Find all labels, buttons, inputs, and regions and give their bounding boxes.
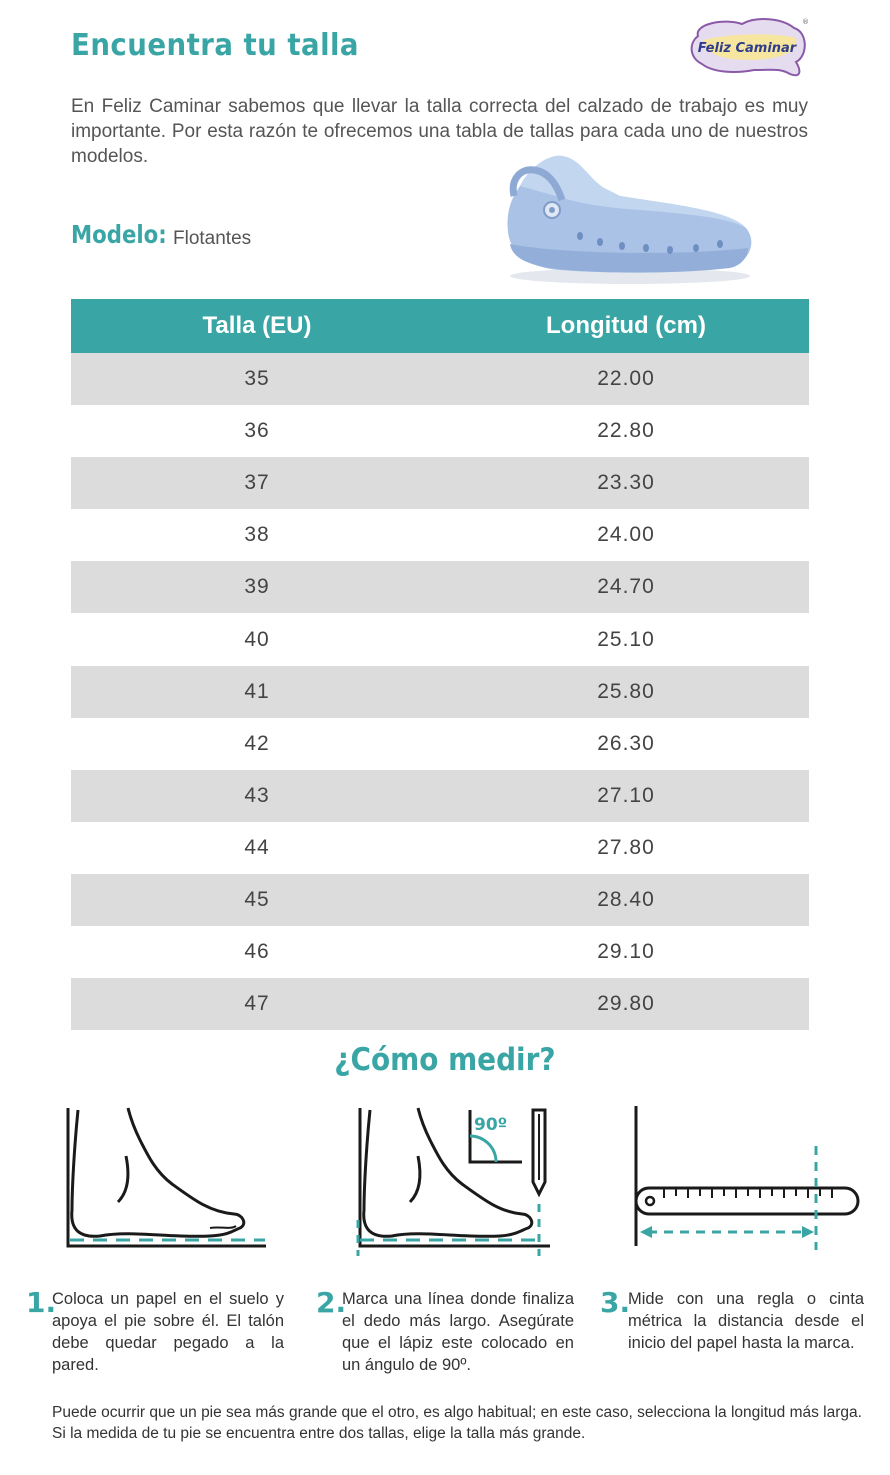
registered-mark: ® <box>802 18 809 26</box>
size-cell: 40 <box>244 627 270 651</box>
size-cell: 43 <box>71 770 443 822</box>
size-cell: 46 <box>244 940 270 964</box>
logo-text: Feliz Caminar <box>697 41 797 56</box>
size-cell: 47 <box>71 978 443 1030</box>
length-cell: 22.80 <box>597 419 655 443</box>
size-cell: 42 <box>244 731 270 755</box>
size-cell: 36 <box>244 419 270 443</box>
size-cell: 37 <box>71 457 443 509</box>
table-row <box>71 353 809 405</box>
table-row <box>71 978 809 1030</box>
table-row <box>71 874 809 926</box>
table-row <box>71 666 809 718</box>
step-3-number: 3. <box>600 1286 631 1319</box>
column-header-length: Longitud (cm) <box>443 299 809 353</box>
length-cell: 27.80 <box>597 835 655 859</box>
length-cell: 27.10 <box>443 770 809 822</box>
footer-note: Puede ocurrir que un pie sea más grande que el otro, es algo habitual; en este caso, selecciona la longitud más larga. Si la medida de tu pie se encuentra entre dos tallas, elige la talla más grande. <box>52 1404 862 1442</box>
table-row <box>71 561 809 613</box>
table-header-row <box>71 299 809 353</box>
table-row <box>71 457 809 509</box>
size-cell: 41 <box>71 666 443 718</box>
model-row <box>71 220 252 249</box>
how-to-measure-title: ¿Cómo medir? <box>334 1042 556 1078</box>
length-cell: 28.40 <box>443 874 809 926</box>
table-row <box>71 926 809 978</box>
page-title: Encuentra tu talla <box>71 28 360 63</box>
table-row <box>71 770 809 822</box>
size-cell: 38 <box>244 523 270 547</box>
feliz-caminar-logo <box>684 16 810 80</box>
table-row <box>71 405 809 457</box>
length-cell: 23.30 <box>443 457 809 509</box>
size-cell: 35 <box>71 353 443 405</box>
table-row <box>71 509 809 561</box>
length-cell: 29.80 <box>443 978 809 1030</box>
step-1-number: 1. <box>26 1286 57 1319</box>
size-cell: 39 <box>71 561 443 613</box>
pencil-mark-illustration <box>350 1100 560 1260</box>
step-1-text: Coloca un papel en el suelo y apoya el pie sobre él. El talón debe quedar pegado a la pared. <box>52 1290 284 1374</box>
size-cell: 45 <box>71 874 443 926</box>
length-cell: 25.10 <box>597 627 655 651</box>
step-2-text: Marca una línea donde finaliza el dedo más largo. Asegúrate que el lápiz este colocado en un ángulo de 90º. <box>342 1290 574 1374</box>
length-cell: 24.70 <box>443 561 809 613</box>
size-cell: 44 <box>244 835 270 859</box>
length-cell: 26.30 <box>597 731 655 755</box>
clog-shoe-image <box>500 148 756 288</box>
ruler-measure-illustration <box>628 1100 864 1260</box>
foot-on-paper-illustration <box>60 1100 280 1260</box>
step-2-number: 2. <box>316 1286 347 1319</box>
step-3-text: Mide con una regla o cinta métrica la distancia desde el inicio del papel hasta la marca. <box>628 1290 864 1352</box>
table-row <box>71 718 809 770</box>
length-cell: 24.00 <box>597 523 655 547</box>
size-table <box>71 299 809 1030</box>
length-cell: 25.80 <box>443 666 809 718</box>
length-cell: 29.10 <box>597 940 655 964</box>
model-label: Modelo: <box>71 220 167 249</box>
length-cell: 22.00 <box>443 353 809 405</box>
table-row <box>71 613 809 665</box>
intro-paragraph: En Feliz Caminar sabemos que llevar la talla correcta del calzado de trabajo es muy importante. Por esta razón te ofrecemos una tabla de tallas para cada uno de nuestros modelos. <box>71 96 808 167</box>
model-value: Flotantes <box>173 228 252 249</box>
column-header-size: Talla (EU) <box>71 299 443 353</box>
angle-90-label: 90º <box>474 1115 508 1135</box>
table-row <box>71 822 809 874</box>
